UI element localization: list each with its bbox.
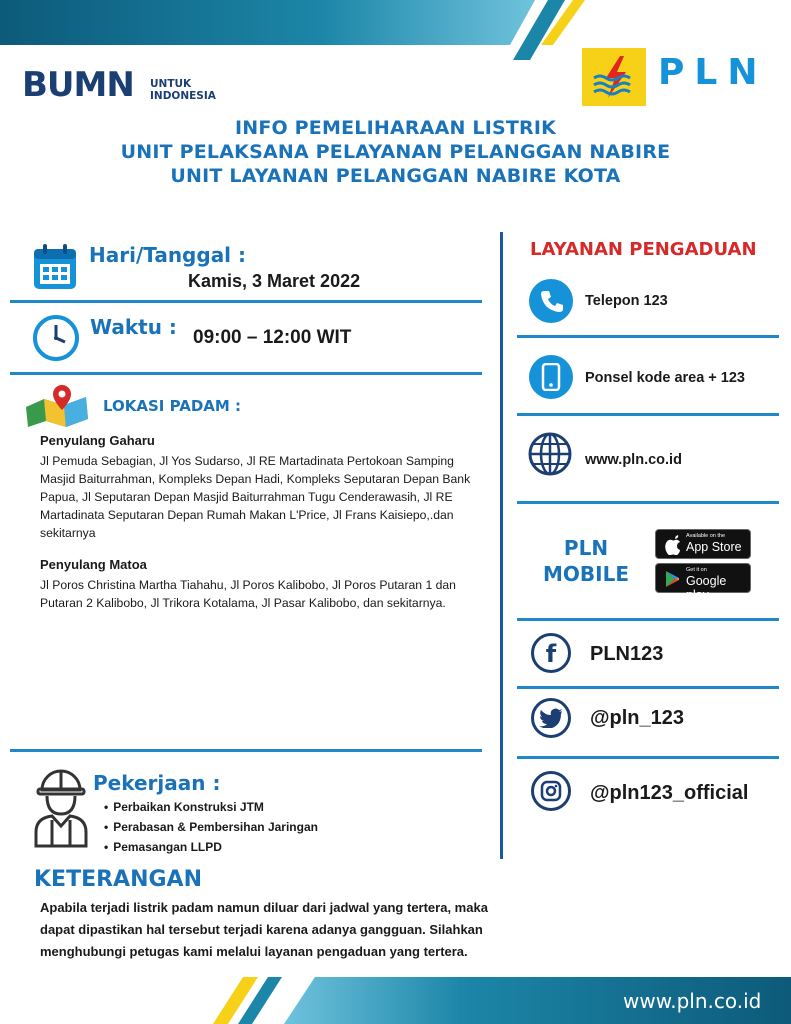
- divider-time: [10, 372, 482, 375]
- twitter-handle[interactable]: @pln_123: [590, 707, 684, 729]
- phone-icon: [529, 279, 573, 323]
- google-play-big: Google play: [686, 574, 727, 602]
- divider-facebook: [517, 686, 779, 689]
- title-line-1: INFO PEMELIHARAAN LISTRIK: [234, 117, 557, 139]
- apple-icon: [664, 535, 682, 555]
- title-line-3: UNIT LAYANAN PELANGGAN NABIRE KOTA: [170, 165, 621, 187]
- divider-mobile: [517, 413, 779, 416]
- bumn-tagline: [150, 78, 216, 102]
- pln-mobile-label: [530, 535, 642, 587]
- google-play-icon: [665, 570, 681, 588]
- globe-icon: [527, 431, 573, 477]
- google-play-small: Get it on: [686, 567, 707, 573]
- twitter-icon: [531, 698, 571, 738]
- location-heading: LOKASI PADAM :: [103, 397, 242, 415]
- bumn-tagline-line1: UNTUK: [150, 78, 192, 90]
- instagram-icon: [531, 771, 571, 811]
- facebook-handle[interactable]: PLN123: [590, 643, 664, 665]
- date-label: Hari/Tanggal :: [89, 243, 247, 267]
- app-store-button[interactable]: [655, 529, 751, 559]
- clock-icon: [32, 314, 80, 362]
- pln-mobile-line2: MOBILE: [543, 562, 629, 586]
- work-item: • Perabasan & Pembersihan Jaringan: [104, 817, 318, 837]
- time-label: Waktu :: [90, 315, 177, 339]
- feeder-name: Penyulang Matoa: [40, 557, 147, 572]
- divider-web: [517, 501, 779, 504]
- feeder-name: Penyulang Gaharu: [40, 433, 155, 448]
- divider-location: [10, 749, 482, 752]
- bumn-logo: [22, 65, 134, 105]
- footer-url[interactable]: www.pln.co.id: [623, 989, 762, 1013]
- app-store-small: Available on the: [686, 533, 726, 539]
- feeder-matoa: [40, 556, 480, 612]
- feeder-areas: Jl Poros Christina Martha Tiahahu, Jl Poros Kalibobo, Jl Poros Putaran 1 dan Putaran 2 Kalibobo, Jl Trikora Kotalama, Jl Pasar Kalibobo, dan sekitarnya.: [40, 578, 456, 610]
- mobile-phone-icon: [529, 355, 573, 399]
- instagram-handle[interactable]: @pln123_official: [590, 782, 749, 804]
- time-value: 09:00 – 12:00 WIT: [193, 327, 352, 348]
- feeder-gaharu: [40, 432, 480, 542]
- feeder-areas: Jl Pemuda Sebagian, Jl Yos Sudarso, Jl RE Martadinata Pertokoan Samping Masjid Baiturrahman, Kompleks Depan Hadi, Kompleks Seputaran Depan Bank Papua, Jl Seputaran Depan Masjid Baiturrahman Tugu Cenderawasih, Jl RE Martadinata Seputaran Depan Rumah Makan L'Price, Jl Frans Kaisiepo,.dan sekitarnya: [40, 454, 471, 540]
- work-heading: Pekerjaan :: [93, 771, 221, 795]
- date-value: Kamis, 3 Maret 2022: [188, 271, 361, 291]
- pln-mobile-line1: PLN: [563, 536, 609, 560]
- header-stripes: [0, 0, 791, 60]
- divider-phone: [517, 335, 779, 338]
- bumn-logo-text: BUMN: [22, 65, 134, 105]
- web-link[interactable]: www.pln.co.id: [585, 452, 682, 468]
- facebook-icon: f: [531, 633, 571, 673]
- note-text: Apabila terjadi listrik padam namun diluar dari jadwal yang tertera, maka dapat dipastikan hal tersebut terjadi karena adanya gangguan. Silahkan menghubungi petugas kami melalui layanan pengaduan yang tertera.: [40, 900, 488, 959]
- mobile-text: Ponsel kode area + 123: [585, 370, 745, 386]
- column-divider: [500, 232, 503, 859]
- work-item: • Perbaikan Konstruksi JTM: [104, 797, 318, 817]
- bumn-tagline-line2: INDONESIA: [150, 90, 216, 102]
- divider-twitter: [517, 756, 779, 759]
- phone-text: Telepon 123: [585, 293, 668, 309]
- divider-app: [517, 618, 779, 621]
- google-play-button[interactable]: [655, 563, 751, 602]
- pln-lightning-icon: [582, 48, 646, 106]
- note-heading: KETERANGAN: [34, 867, 202, 892]
- pln-logo-text: PLN: [658, 52, 768, 93]
- calendar-icon: [32, 243, 78, 291]
- title-line-2: UNIT PELAKSANA PELAYANAN PELANGGAN NABIRE: [120, 141, 671, 163]
- work-list: [104, 797, 318, 857]
- work-item: • Pemasangan LLPD: [104, 837, 318, 857]
- map-pin-icon: [22, 383, 94, 429]
- app-store-big: App Store: [686, 540, 742, 554]
- pln-logo-mark: [582, 48, 646, 106]
- complaint-heading: LAYANAN PENGADUAN: [530, 239, 757, 260]
- worker-icon: [32, 768, 90, 848]
- divider-date: [10, 300, 482, 303]
